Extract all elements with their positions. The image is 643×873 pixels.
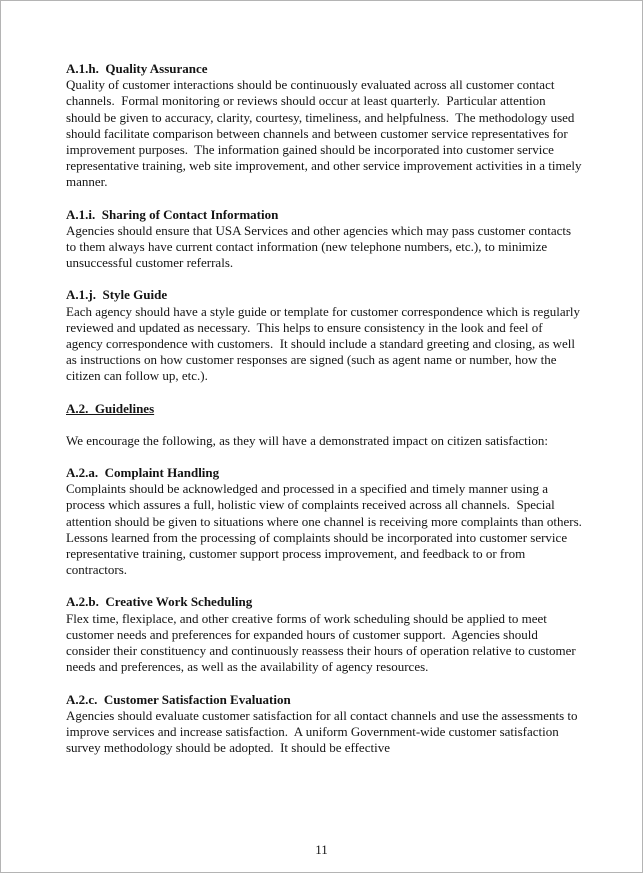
section-body: Each agency should have a style guide or template for customer correspondence which is regularly reviewed and updated as necessary. This helps to ensure consistency in the look and feel of agency correspondence with customers. It should include a standard greeting and closing, as well as instructions on how customer responses are signed (such as agent name or number, how the citizen can follow up, etc.). xyxy=(66,303,584,384)
section-heading: A.2.a. Complaint Handling xyxy=(66,465,220,481)
section-complaint-handling xyxy=(66,465,589,578)
section-heading: A.2.b. Creative Work Scheduling xyxy=(66,594,253,610)
section-sharing-contact-information xyxy=(66,207,582,272)
section-guidelines xyxy=(66,401,582,449)
section-body: Flex time, flexiplace, and other creative forms of work scheduling should be applied to meet customer needs and preferences for expanded hours of customer support. Agencies should consider their constituency and continuously reassess their hours of operation relative to customer needs and preferences, as well as the availability of agency resources. xyxy=(66,610,579,675)
page-number: 11 xyxy=(315,842,328,857)
section-creative-work-scheduling xyxy=(66,594,582,675)
section-heading: A.1.j. Style Guide xyxy=(66,287,168,303)
section-heading: A.2. Guidelines xyxy=(66,400,155,416)
section-body: Complaints should be acknowledged and processed in a specified and timely manner using a process which assures a full, holistic view of complaints received across all channels. Special attention should be given to situations where one channel is receiving more complaints than others. Lessons learned from the processing of complaints should be incorporated into customer service representative training, customer support process improvement, and feedback to or from contractors. xyxy=(66,481,589,578)
section-heading: A.1.i. Sharing of Contact Information xyxy=(66,206,279,222)
section-body: We encourage the following, as they will have a demonstrated impact on citizen satisfaction: xyxy=(66,432,548,448)
section-heading: A.1.h. Quality Assurance xyxy=(66,61,208,76)
page-content xyxy=(66,61,589,756)
section-customer-satisfaction-evaluation xyxy=(66,692,582,757)
section-quality-assurance xyxy=(66,61,585,191)
section-body: Agencies should evaluate customer satisfaction for all contact channels and use the assessments to improve services and increase satisfaction. A uniform Government-wide customer satisfaction survey methodology should be adopted. It should be effective xyxy=(66,707,581,756)
section-body: Quality of customer interactions should be continuously evaluated across all customer contact channels. Formal monitoring or reviews should occur at least quarterly. Particular attention should be given to accuracy, clarity, courtesy, timeliness, and helpfulness. The methodology used should facilitate comparison between channels and between customer service representatives for improvement purposes. The information gained should be incorporated into customer service representative training, web site improvement, and other service improvement activities in a timely manner. xyxy=(66,77,585,190)
section-body: Agencies should ensure that USA Services and other agencies which may pass customer contacts to them always have current contact information (new telephone numbers, etc.), to minimize unsuccessful customer referrals. xyxy=(66,222,575,271)
section-style-guide xyxy=(66,287,582,384)
section-heading: A.2.c. Customer Satisfaction Evaluation xyxy=(66,691,291,707)
